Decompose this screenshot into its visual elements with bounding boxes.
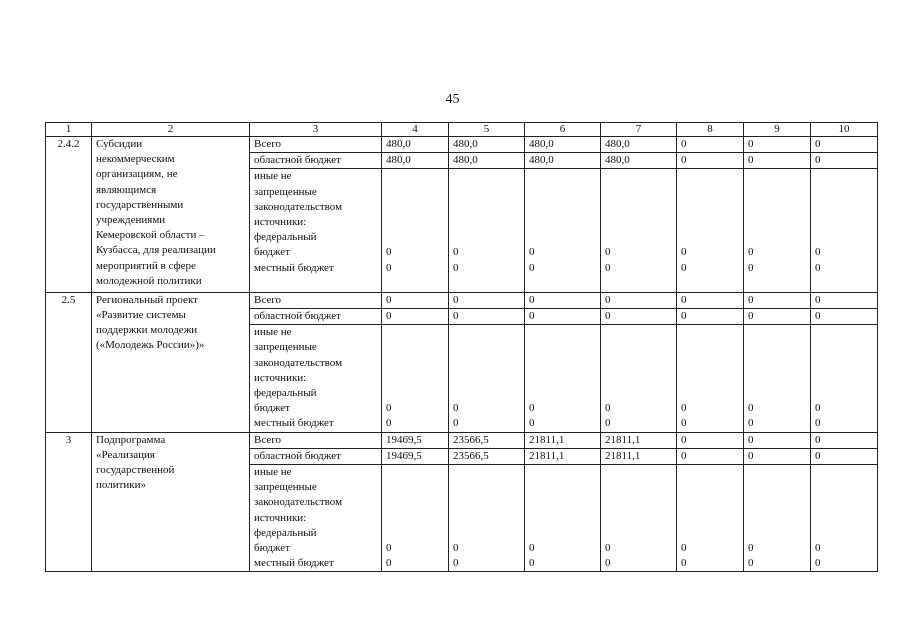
blank-line (529, 526, 596, 541)
blank-line (815, 386, 873, 401)
blank-line (386, 169, 444, 184)
other-source-line: бюджет (254, 402, 290, 415)
other-source-line: иные не (254, 170, 292, 183)
value-cell: 21811,1 (525, 432, 601, 448)
local-value: 0 (386, 557, 392, 570)
blank-line (386, 465, 444, 480)
blank-line (605, 325, 672, 340)
section-name-line: политики» (96, 479, 147, 492)
blank-line (386, 356, 444, 371)
value-cell: 0 (382, 309, 449, 325)
local-value: 0 (605, 417, 611, 430)
blank-line (453, 200, 520, 215)
federal-value: 0 (386, 246, 392, 259)
other-source-line: источники: (254, 216, 307, 229)
blank-line (605, 340, 672, 355)
section-name (92, 137, 250, 293)
table-row (46, 432, 878, 448)
blank-line (815, 215, 873, 230)
value-cell: 0 (677, 448, 744, 464)
blank-line (453, 340, 520, 355)
value-cell (811, 465, 878, 572)
blank-line (748, 526, 806, 541)
value-cell: 0 (744, 448, 811, 464)
blank-line (748, 325, 806, 340)
blank-line (453, 526, 520, 541)
blank-line (748, 465, 806, 480)
other-source-line: местный бюджет (254, 557, 334, 570)
value-cell: 480,0 (449, 137, 525, 153)
value-cell (601, 169, 677, 292)
blank-line (605, 526, 672, 541)
blank-line (386, 200, 444, 215)
section-name-line: государственной (96, 464, 175, 477)
blank-line (815, 371, 873, 386)
value-cell (525, 465, 601, 572)
local-value: 0 (605, 261, 611, 274)
local-value: 0 (748, 557, 754, 570)
blank-line (605, 200, 672, 215)
value-cell: 0 (744, 309, 811, 325)
value-cell (601, 465, 677, 572)
other-source-line: источники: (254, 511, 307, 524)
blank-line (681, 386, 739, 401)
blank-line (605, 169, 672, 184)
section-name-line: Кемеровской области – (96, 229, 205, 242)
blank-line (254, 276, 377, 292)
blank-line (453, 511, 520, 526)
blank-line (815, 356, 873, 371)
value-cell: 0 (525, 309, 601, 325)
value-cell: 0 (382, 292, 449, 308)
local-value: 0 (681, 557, 687, 570)
value-cell: 19469,5 (382, 432, 449, 448)
value-cell: 0 (811, 448, 878, 464)
value-cell: 21811,1 (601, 448, 677, 464)
federal-value: 0 (453, 402, 459, 415)
local-value: 0 (681, 417, 687, 430)
local-value: 0 (386, 417, 392, 430)
blank-line (386, 526, 444, 541)
blank-line (815, 495, 873, 510)
column-header: 4 (382, 123, 449, 137)
local-value: 0 (605, 557, 611, 570)
federal-value: 0 (748, 246, 754, 259)
blank-line (386, 480, 444, 495)
other-source-line: запрещенные (254, 341, 317, 354)
section-name-line: Подпрограмма (96, 433, 166, 446)
blank-line (453, 215, 520, 230)
blank-line (453, 356, 520, 371)
blank-line (815, 511, 873, 526)
federal-value: 0 (386, 402, 392, 415)
value-cell: 0 (449, 309, 525, 325)
blank-line (748, 230, 806, 245)
blank-line (681, 325, 739, 340)
value-cell: 480,0 (449, 153, 525, 169)
blank-line (748, 495, 806, 510)
local-value: 0 (529, 557, 535, 570)
blank-line (681, 526, 739, 541)
blank-line (815, 169, 873, 184)
federal-value: 0 (748, 542, 754, 555)
table-row (46, 137, 878, 153)
column-header: 1 (46, 123, 92, 137)
local-value: 0 (453, 557, 459, 570)
blank-line (815, 480, 873, 495)
value-cell (601, 325, 677, 432)
section-name-line: государственными (96, 198, 184, 211)
other-source-line: законодательством (254, 200, 343, 213)
federal-value: 0 (529, 542, 535, 555)
source-label: областной бюджет (250, 309, 382, 325)
blank-line (453, 371, 520, 386)
value-cell: 0 (811, 309, 878, 325)
value-cell (449, 169, 525, 292)
federal-value: 0 (386, 542, 392, 555)
value-cell (525, 325, 601, 432)
blank-line (748, 200, 806, 215)
blank-line (605, 465, 672, 480)
federal-value: 0 (748, 402, 754, 415)
blank-line (529, 511, 596, 526)
blank-line (529, 356, 596, 371)
blank-line (529, 371, 596, 386)
value-cell (677, 325, 744, 432)
blank-line (748, 511, 806, 526)
other-sources-label (250, 169, 382, 292)
blank-line (386, 371, 444, 386)
federal-value: 0 (681, 402, 687, 415)
blank-line (681, 169, 739, 184)
value-cell: 480,0 (525, 137, 601, 153)
blank-line (453, 386, 520, 401)
section-name (92, 432, 250, 572)
value-cell: 480,0 (382, 153, 449, 169)
local-value: 0 (453, 261, 459, 274)
other-source-line: законодательством (254, 356, 343, 369)
value-cell: 0 (525, 292, 601, 308)
section-name-line: молодежной политики (96, 274, 202, 287)
blank-line (748, 185, 806, 200)
section-name-line: Субсидии (96, 138, 143, 150)
value-cell (382, 465, 449, 572)
other-sources-label (250, 465, 382, 572)
column-header: 8 (677, 123, 744, 137)
blank-line (453, 169, 520, 184)
source-label: областной бюджет (250, 448, 382, 464)
blank-line (605, 511, 672, 526)
blank-line (681, 185, 739, 200)
blank-line (605, 480, 672, 495)
section-name-line: некоммерческим (96, 153, 175, 166)
budget-table (45, 122, 878, 572)
federal-value: 0 (529, 402, 535, 415)
blank-line (605, 371, 672, 386)
column-header: 6 (525, 123, 601, 137)
blank-line (453, 230, 520, 245)
value-cell (811, 169, 878, 292)
section-number: 2.4.2 (46, 137, 92, 293)
table-body (46, 137, 878, 572)
blank-line (681, 230, 739, 245)
other-source-line: местный бюджет (254, 417, 334, 430)
blank-line (529, 386, 596, 401)
blank-line (681, 200, 739, 215)
column-header: 2 (92, 123, 250, 137)
source-label: областной бюджет (250, 153, 382, 169)
section-name-line: Региональный проект (96, 293, 198, 306)
federal-value: 0 (453, 542, 459, 555)
value-cell: 480,0 (382, 137, 449, 153)
local-value: 0 (386, 261, 392, 274)
blank-line (386, 386, 444, 401)
value-cell: 480,0 (525, 153, 601, 169)
blank-line (815, 200, 873, 215)
value-cell: 0 (601, 309, 677, 325)
blank-line (453, 480, 520, 495)
blank-line (605, 495, 672, 510)
local-value: 0 (529, 261, 535, 274)
other-source-line: иные не (254, 466, 292, 479)
value-cell: 23566,5 (449, 432, 525, 448)
section-name-line: являющимся (96, 183, 157, 196)
blank-line (605, 356, 672, 371)
value-cell: 19469,5 (382, 448, 449, 464)
local-value: 0 (815, 557, 821, 570)
other-source-line: федеральный (254, 526, 317, 539)
blank-line (681, 465, 739, 480)
blank-line (386, 325, 444, 340)
other-source-line: федеральный (254, 387, 317, 400)
value-cell: 0 (744, 137, 811, 153)
section-name-line: поддержки молодежи (96, 324, 198, 337)
blank-line (529, 185, 596, 200)
blank-line (529, 200, 596, 215)
local-value: 0 (748, 417, 754, 430)
value-cell: 0 (811, 137, 878, 153)
local-value: 0 (748, 261, 754, 274)
value-cell: 21811,1 (601, 432, 677, 448)
blank-line (748, 340, 806, 355)
header-row (46, 123, 878, 137)
value-cell: 0 (677, 153, 744, 169)
section-name-line: организациям, не (96, 168, 178, 181)
section-name-line: («Молодежь России»)» (96, 339, 205, 352)
table-row (46, 292, 878, 308)
blank-line (386, 340, 444, 355)
blank-line (681, 371, 739, 386)
other-source-line: законодательством (254, 496, 343, 509)
blank-line (529, 480, 596, 495)
blank-line (453, 495, 520, 510)
value-cell: 0 (811, 432, 878, 448)
section-name-line: «Развитие системы (96, 309, 186, 322)
blank-line (529, 465, 596, 480)
column-header: 3 (250, 123, 382, 137)
value-cell: 0 (744, 153, 811, 169)
other-source-line: федеральный (254, 231, 317, 244)
blank-line (386, 215, 444, 230)
blank-line (815, 526, 873, 541)
blank-line (453, 185, 520, 200)
section-name-line: «Реализация (96, 448, 155, 461)
blank-line (748, 356, 806, 371)
blank-line (386, 511, 444, 526)
blank-line (748, 371, 806, 386)
value-cell: 0 (449, 292, 525, 308)
blank-line (386, 495, 444, 510)
blank-line (681, 356, 739, 371)
section-number: 2.5 (46, 292, 92, 432)
value-cell (449, 325, 525, 432)
federal-value: 0 (605, 246, 611, 259)
local-value: 0 (529, 417, 535, 430)
blank-line (815, 325, 873, 340)
column-header: 5 (449, 123, 525, 137)
blank-line (605, 386, 672, 401)
blank-line (815, 340, 873, 355)
blank-line (748, 386, 806, 401)
blank-line (453, 465, 520, 480)
value-cell: 0 (744, 432, 811, 448)
column-header: 10 (811, 123, 878, 137)
federal-value: 0 (815, 246, 821, 259)
source-label: Всего (250, 137, 382, 153)
value-cell: 0 (677, 432, 744, 448)
section-name-line: учреждениями (96, 214, 166, 227)
value-cell (744, 169, 811, 292)
source-label: Всего (250, 432, 382, 448)
blank-line (529, 495, 596, 510)
federal-value: 0 (681, 246, 687, 259)
value-cell: 0 (811, 153, 878, 169)
federal-value: 0 (605, 402, 611, 415)
federal-value: 0 (453, 246, 459, 259)
value-cell: 0 (811, 292, 878, 308)
other-source-line: местный бюджет (254, 261, 334, 274)
blank-line (386, 185, 444, 200)
section-name (92, 292, 250, 432)
page-number: 45 (445, 92, 460, 107)
other-source-line: запрещенные (254, 185, 317, 198)
blank-line (681, 495, 739, 510)
other-sources-label (250, 325, 382, 432)
value-cell (744, 465, 811, 572)
value-cell (525, 169, 601, 292)
other-source-line: иные не (254, 326, 292, 339)
local-value: 0 (815, 417, 821, 430)
federal-value: 0 (815, 542, 821, 555)
blank-line (529, 230, 596, 245)
value-cell: 21811,1 (525, 448, 601, 464)
value-cell: 23566,5 (449, 448, 525, 464)
blank-line (386, 230, 444, 245)
value-cell (382, 325, 449, 432)
federal-value: 0 (529, 246, 535, 259)
other-source-line: бюджет (254, 542, 290, 555)
value-cell (449, 465, 525, 572)
value-cell: 0 (677, 309, 744, 325)
section-name-line: мероприятий в сфере (96, 259, 196, 272)
blank-line (453, 325, 520, 340)
section-name-line: Кузбасса, для реализации (96, 244, 216, 257)
blank-line (681, 480, 739, 495)
section-number: 3 (46, 432, 92, 572)
blank-line (529, 325, 596, 340)
blank-line (529, 340, 596, 355)
column-header: 7 (601, 123, 677, 137)
blank-line (815, 185, 873, 200)
value-cell (677, 169, 744, 292)
blank-line (605, 185, 672, 200)
blank-line (815, 230, 873, 245)
blank-line (605, 230, 672, 245)
other-source-line: запрещенные (254, 481, 317, 494)
local-value: 0 (453, 417, 459, 430)
blank-line (748, 215, 806, 230)
blank-line (529, 215, 596, 230)
federal-value: 0 (815, 402, 821, 415)
value-cell: 0 (601, 292, 677, 308)
blank-line (681, 215, 739, 230)
value-cell: 480,0 (601, 153, 677, 169)
value-cell: 480,0 (601, 137, 677, 153)
value-cell (811, 325, 878, 432)
blank-line (529, 169, 596, 184)
blank-line (815, 465, 873, 480)
blank-line (681, 511, 739, 526)
local-value: 0 (681, 261, 687, 274)
blank-line (681, 340, 739, 355)
source-label: Всего (250, 292, 382, 308)
blank-line (605, 215, 672, 230)
blank-line (748, 169, 806, 184)
value-cell (382, 169, 449, 292)
federal-value: 0 (681, 542, 687, 555)
blank-line (748, 480, 806, 495)
local-value: 0 (815, 261, 821, 274)
value-cell: 0 (744, 292, 811, 308)
other-source-line: бюджет (254, 246, 290, 259)
federal-value: 0 (605, 542, 611, 555)
value-cell (744, 325, 811, 432)
other-source-line: источники: (254, 371, 307, 384)
value-cell: 0 (677, 137, 744, 153)
value-cell: 0 (677, 292, 744, 308)
value-cell (677, 465, 744, 572)
column-header: 9 (744, 123, 811, 137)
